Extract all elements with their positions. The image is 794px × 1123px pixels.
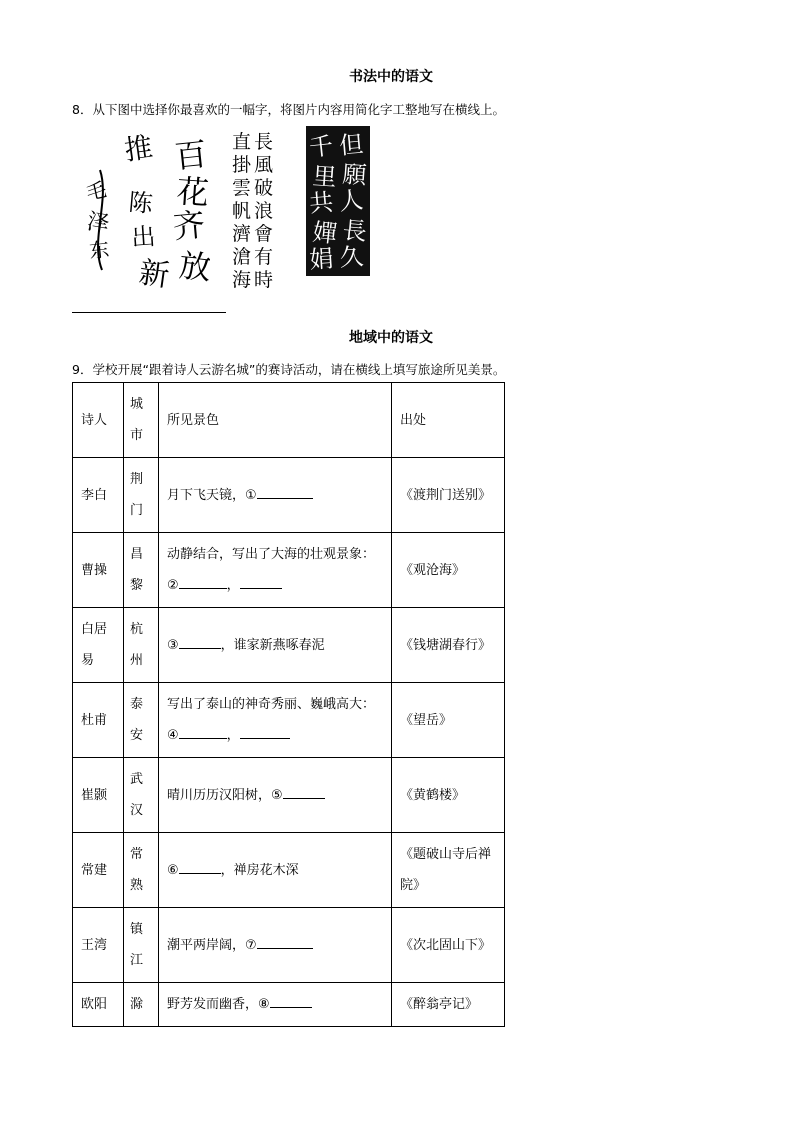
svg-text:人: 人 [337, 185, 365, 216]
scene-cell [159, 758, 392, 833]
blank-8[interactable] [270, 993, 312, 1008]
city-cell: 镇江 [124, 908, 159, 983]
calligraphy-artwork-2 [230, 128, 276, 288]
answer-line[interactable] [72, 312, 226, 313]
svg-text:長: 長 [254, 131, 274, 153]
scene-cell [159, 608, 392, 683]
blank-6[interactable] [179, 859, 221, 874]
scene-text-after: ， [226, 728, 240, 743]
poet-cell: 欧阳 [73, 983, 124, 1027]
svg-text:放: 放 [177, 246, 210, 288]
svg-text:雲: 雲 [232, 177, 252, 199]
calligraphy-artwork-1 [80, 130, 210, 290]
svg-text:海: 海 [232, 269, 252, 288]
svg-text:風: 風 [254, 154, 274, 176]
scene-text-after: ，禅房花木深 [220, 862, 299, 878]
svg-text:娟: 娟 [308, 244, 335, 274]
svg-text:出: 出 [130, 222, 157, 252]
scene-text: 晴川历历汉阳树，⑤ [167, 787, 283, 803]
table-row [73, 533, 505, 608]
scene-text: ⑥ [167, 862, 179, 878]
city-cell: 荆门 [124, 458, 159, 533]
table-row [73, 683, 505, 758]
svg-text:破: 破 [254, 177, 274, 199]
scene-cell [159, 458, 392, 533]
svg-text:花: 花 [175, 172, 210, 213]
svg-text:滄: 滄 [232, 246, 252, 268]
header-city: 城市 [124, 383, 159, 458]
table-row [73, 983, 505, 1027]
scene-cell [159, 983, 392, 1027]
scene-text: 写出了泰山的神奇秀丽、巍峨高大：④ [167, 697, 376, 743]
table-row [73, 758, 505, 833]
table-row [73, 908, 505, 983]
svg-text:浪: 浪 [254, 200, 274, 222]
city-cell: 滁 [124, 983, 159, 1027]
source-cell: 《观沧海》 [392, 533, 505, 608]
poet-cell: 李白 [73, 458, 124, 533]
svg-text:有: 有 [254, 246, 274, 268]
calligraphy-image-1 [80, 130, 210, 290]
svg-text:時: 時 [254, 269, 274, 288]
question-8: 8．从下图中选择你最喜欢的一幅字，将图片内容用简化字工整地写在横线上。 [72, 102, 505, 117]
scene-cell [159, 833, 392, 908]
svg-text:齐: 齐 [171, 205, 207, 246]
svg-text:嬋: 嬋 [311, 218, 339, 249]
svg-text:願: 願 [341, 160, 368, 190]
svg-text:陈: 陈 [127, 188, 154, 219]
svg-text:掛: 掛 [232, 154, 252, 176]
svg-text:毛: 毛 [84, 177, 109, 205]
svg-text:千: 千 [307, 131, 335, 162]
blank-5[interactable] [283, 784, 325, 799]
table-row [73, 458, 505, 533]
calligraphy-image-2 [230, 128, 276, 288]
scene-text: ③ [167, 637, 179, 653]
city-cell: 泰安 [124, 683, 159, 758]
scene-text-after: ，谁家新燕啄春泥 [220, 637, 325, 653]
svg-text:新: 新 [136, 255, 172, 290]
svg-text:东: 东 [88, 237, 111, 263]
svg-text:推: 推 [122, 130, 155, 167]
blank-4b[interactable] [240, 724, 290, 739]
poet-cell: 常建 [73, 833, 124, 908]
scene-cell [159, 533, 392, 608]
scene-text: 月下飞天镜，① [167, 487, 257, 503]
svg-text:共: 共 [308, 187, 335, 218]
source-cell: 《黄鹤楼》 [392, 758, 505, 833]
table-row [73, 833, 505, 908]
scene-text-after: ， [226, 578, 240, 593]
blank-4a[interactable] [179, 724, 227, 739]
source-cell: 《次北固山下》 [392, 908, 505, 983]
section-title-calligraphy: 书法中的语文 [349, 69, 433, 85]
scene-cell [159, 908, 392, 983]
blank-2b[interactable] [240, 574, 282, 589]
scene-cell [159, 683, 392, 758]
svg-text:濟: 濟 [232, 223, 252, 245]
header-source: 出处 [392, 383, 505, 458]
question-9: 9．学校开展“跟着诗人云游名城”的赛诗活动，请在横线上填写旅途所见美景。 [72, 362, 506, 377]
poet-cell: 王湾 [73, 908, 124, 983]
scene-text: 动静结合，写出了大海的壮观景象：② [167, 547, 376, 593]
source-cell: 《钱塘湖春行》 [392, 608, 505, 683]
calligraphy-image-3 [306, 126, 370, 276]
blank-7[interactable] [257, 934, 313, 949]
source-cell: 《望岳》 [392, 683, 505, 758]
city-cell: 常熟 [124, 833, 159, 908]
svg-text:泽: 泽 [84, 209, 111, 238]
source-cell: 《题破山寺后禅院》 [392, 833, 505, 908]
source-cell: 《醉翁亭记》 [392, 983, 505, 1027]
blank-3[interactable] [179, 634, 221, 649]
svg-text:里: 里 [311, 162, 338, 192]
poet-cell: 崔颢 [73, 758, 124, 833]
poet-cell: 杜甫 [73, 683, 124, 758]
table-row [73, 608, 505, 683]
svg-text:久: 久 [338, 242, 365, 272]
svg-text:會: 會 [254, 223, 274, 245]
header-poet: 诗人 [73, 383, 124, 458]
scene-text: 野芳发而幽香，⑧ [167, 997, 270, 1012]
city-cell: 武汉 [124, 758, 159, 833]
blank-1[interactable] [257, 484, 313, 499]
section-title-geography: 地域中的语文 [349, 330, 433, 346]
source-cell: 《渡荆门送别》 [392, 458, 505, 533]
blank-2a[interactable] [179, 574, 227, 589]
header-scene: 所见景色 [159, 383, 392, 458]
svg-text:帆: 帆 [232, 200, 252, 222]
city-cell: 昌黎 [124, 533, 159, 608]
svg-text:百: 百 [172, 134, 209, 176]
table-header-row [73, 383, 505, 458]
poem-table [72, 382, 505, 1027]
svg-text:長: 長 [341, 216, 368, 247]
poet-cell: 白居易 [73, 608, 124, 683]
svg-text:直: 直 [232, 131, 252, 153]
calligraphy-artwork-3 [306, 126, 370, 276]
city-cell: 杭州 [124, 608, 159, 683]
scene-text: 潮平两岸阔，⑦ [167, 937, 257, 953]
svg-text:但: 但 [338, 129, 365, 160]
poet-cell: 曹操 [73, 533, 124, 608]
